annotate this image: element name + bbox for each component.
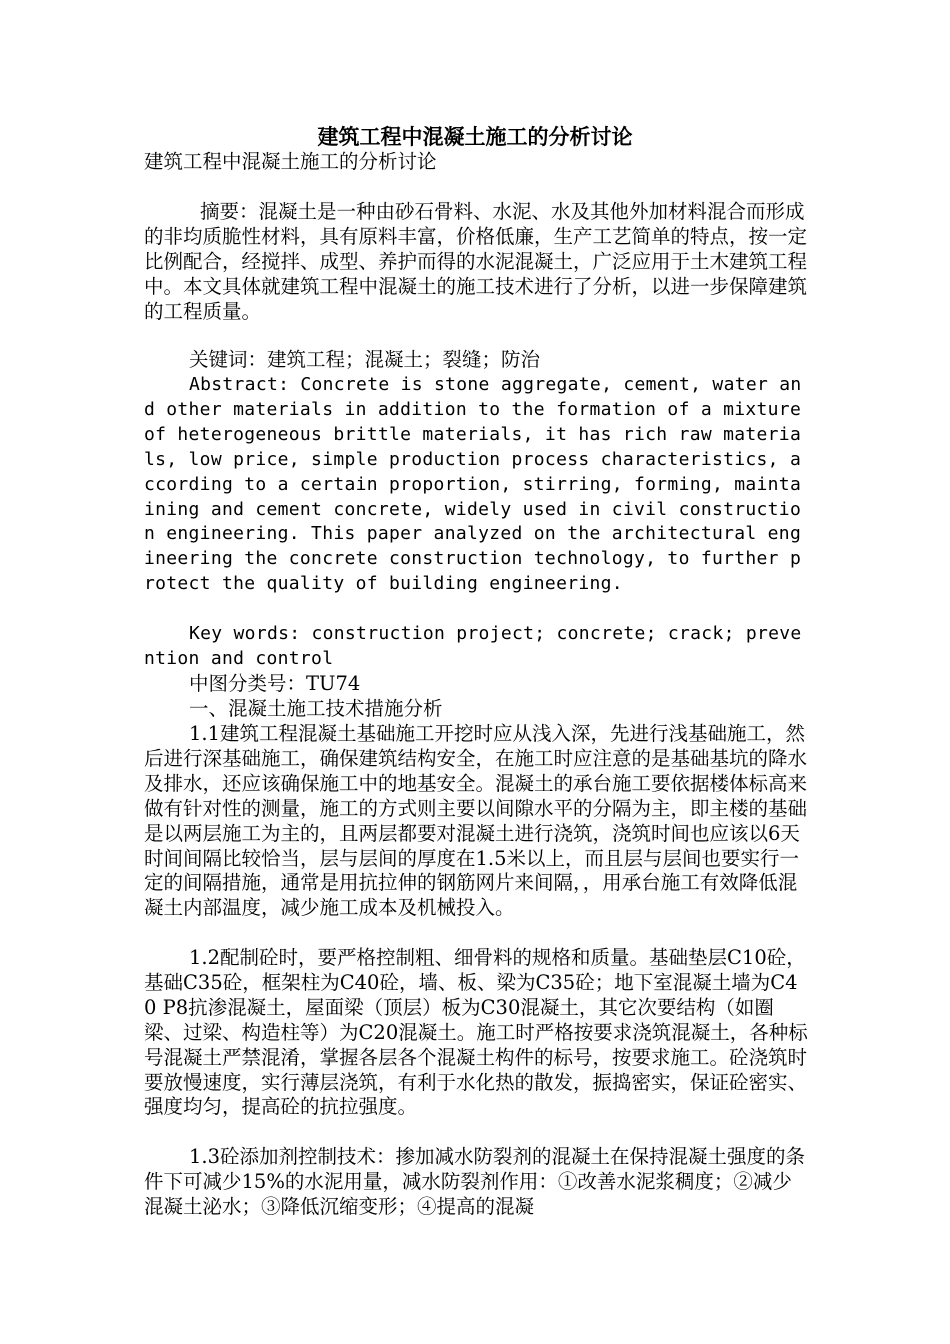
paragraph-1-1: 1.1建筑工程混凝土基础施工开挖时应从浅入深，先进行浅基础施工，然后进行深基础施工，确保建筑结构安全，在施工时应注意的是基础基坑的降水及排水，还应该确保施工中的地基安全。混凝土的承台施工要依据楼体标高来做有针对性的测量，施工的方式则主要以间隙水平的分隔为主，即主楼的基础是以两层施工为主的，且两层都要对混凝土进行浇筑，浇筑时间也应该以6天时间间隔比较恰当，层与层间的厚度在1.5米以上，而且层与层间也要实行一定的间隔措施，通常是用抗拉伸的钢筋网片来间隔，，用承台施工有效降低混凝土内部温度，减少施工成本及机械投入。: [144, 722, 808, 920]
paragraph-1-2: 1.2配制砼时，要严格控制粗、细骨料的规格和质量。基础垫层C10砼，基础C35砼，框架柱为C40砼，墙、板、梁为C35砼；地下室混凝土墙为C40 P8抗渗混凝土，屋面梁（顶层）板为C30混凝土，其它次要结构（如圈梁、过梁、构造柱等）为C20混凝土。施工时严格按要求浇筑混凝土，各种标号混凝土严禁混淆，掌握各层各个混凝土构件的标号，按要求施工。砼浇筑时要放慢速度，实行薄层浇筑，有利于水化热的散发，振捣密实，保证砼密实、强度均匀，提高砼的抗拉强度。: [144, 946, 808, 1119]
abstract-cn: 摘要：混凝土是一种由砂石骨料、水泥、水及其他外加材料混合而形成的非均质脆性材料，具有原料丰富，价格低廉，生产工艺简单的特点，按一定比例配合，经搅拌、成型、养护而得的水泥混凝土，广泛应用于土木建筑工程中。本文具体就建筑工程中混凝土的施工技术进行了分析，以进一步保障建筑的工程质量。: [144, 200, 808, 323]
document-subtitle: 建筑工程中混凝土施工的分析讨论: [144, 150, 437, 173]
keywords-cn: 关键词：建筑工程；混凝土；裂缝；防治: [189, 348, 541, 371]
classification-number: 中图分类号：TU74: [189, 672, 361, 695]
section-heading: 一、混凝土施工技术措施分析: [189, 697, 443, 720]
document-title: 建筑工程中混凝土施工的分析讨论: [317, 124, 633, 149]
keywords-en: Key words: construction project; concrete; crack; prevention and control: [144, 623, 802, 669]
abstract-en: Abstract: Concrete is stone aggregate, cement, water and other materials in addition to the formation of a mixture of heterogeneous brittle materials, it has rich raw materials, low price, simple production process characteristics, according to a certain proportion, stirring, forming, maintaining and cement concrete, widely used in civil construction engineering. This paper analyzed on the architectural engineering the concrete construction technology, to further protect the quality of building engineering.: [144, 374, 813, 595]
paragraph-1-3: 1.3砼添加剂控制技术：掺加减水防裂剂的混凝土在保持混凝土强度的条件下可减少15%的水泥用量，减水防裂剂作用：①改善水泥浆稠度；②减少混凝土泌水；③降低沉缩变形；④提高的混凝: [144, 1145, 806, 1218]
